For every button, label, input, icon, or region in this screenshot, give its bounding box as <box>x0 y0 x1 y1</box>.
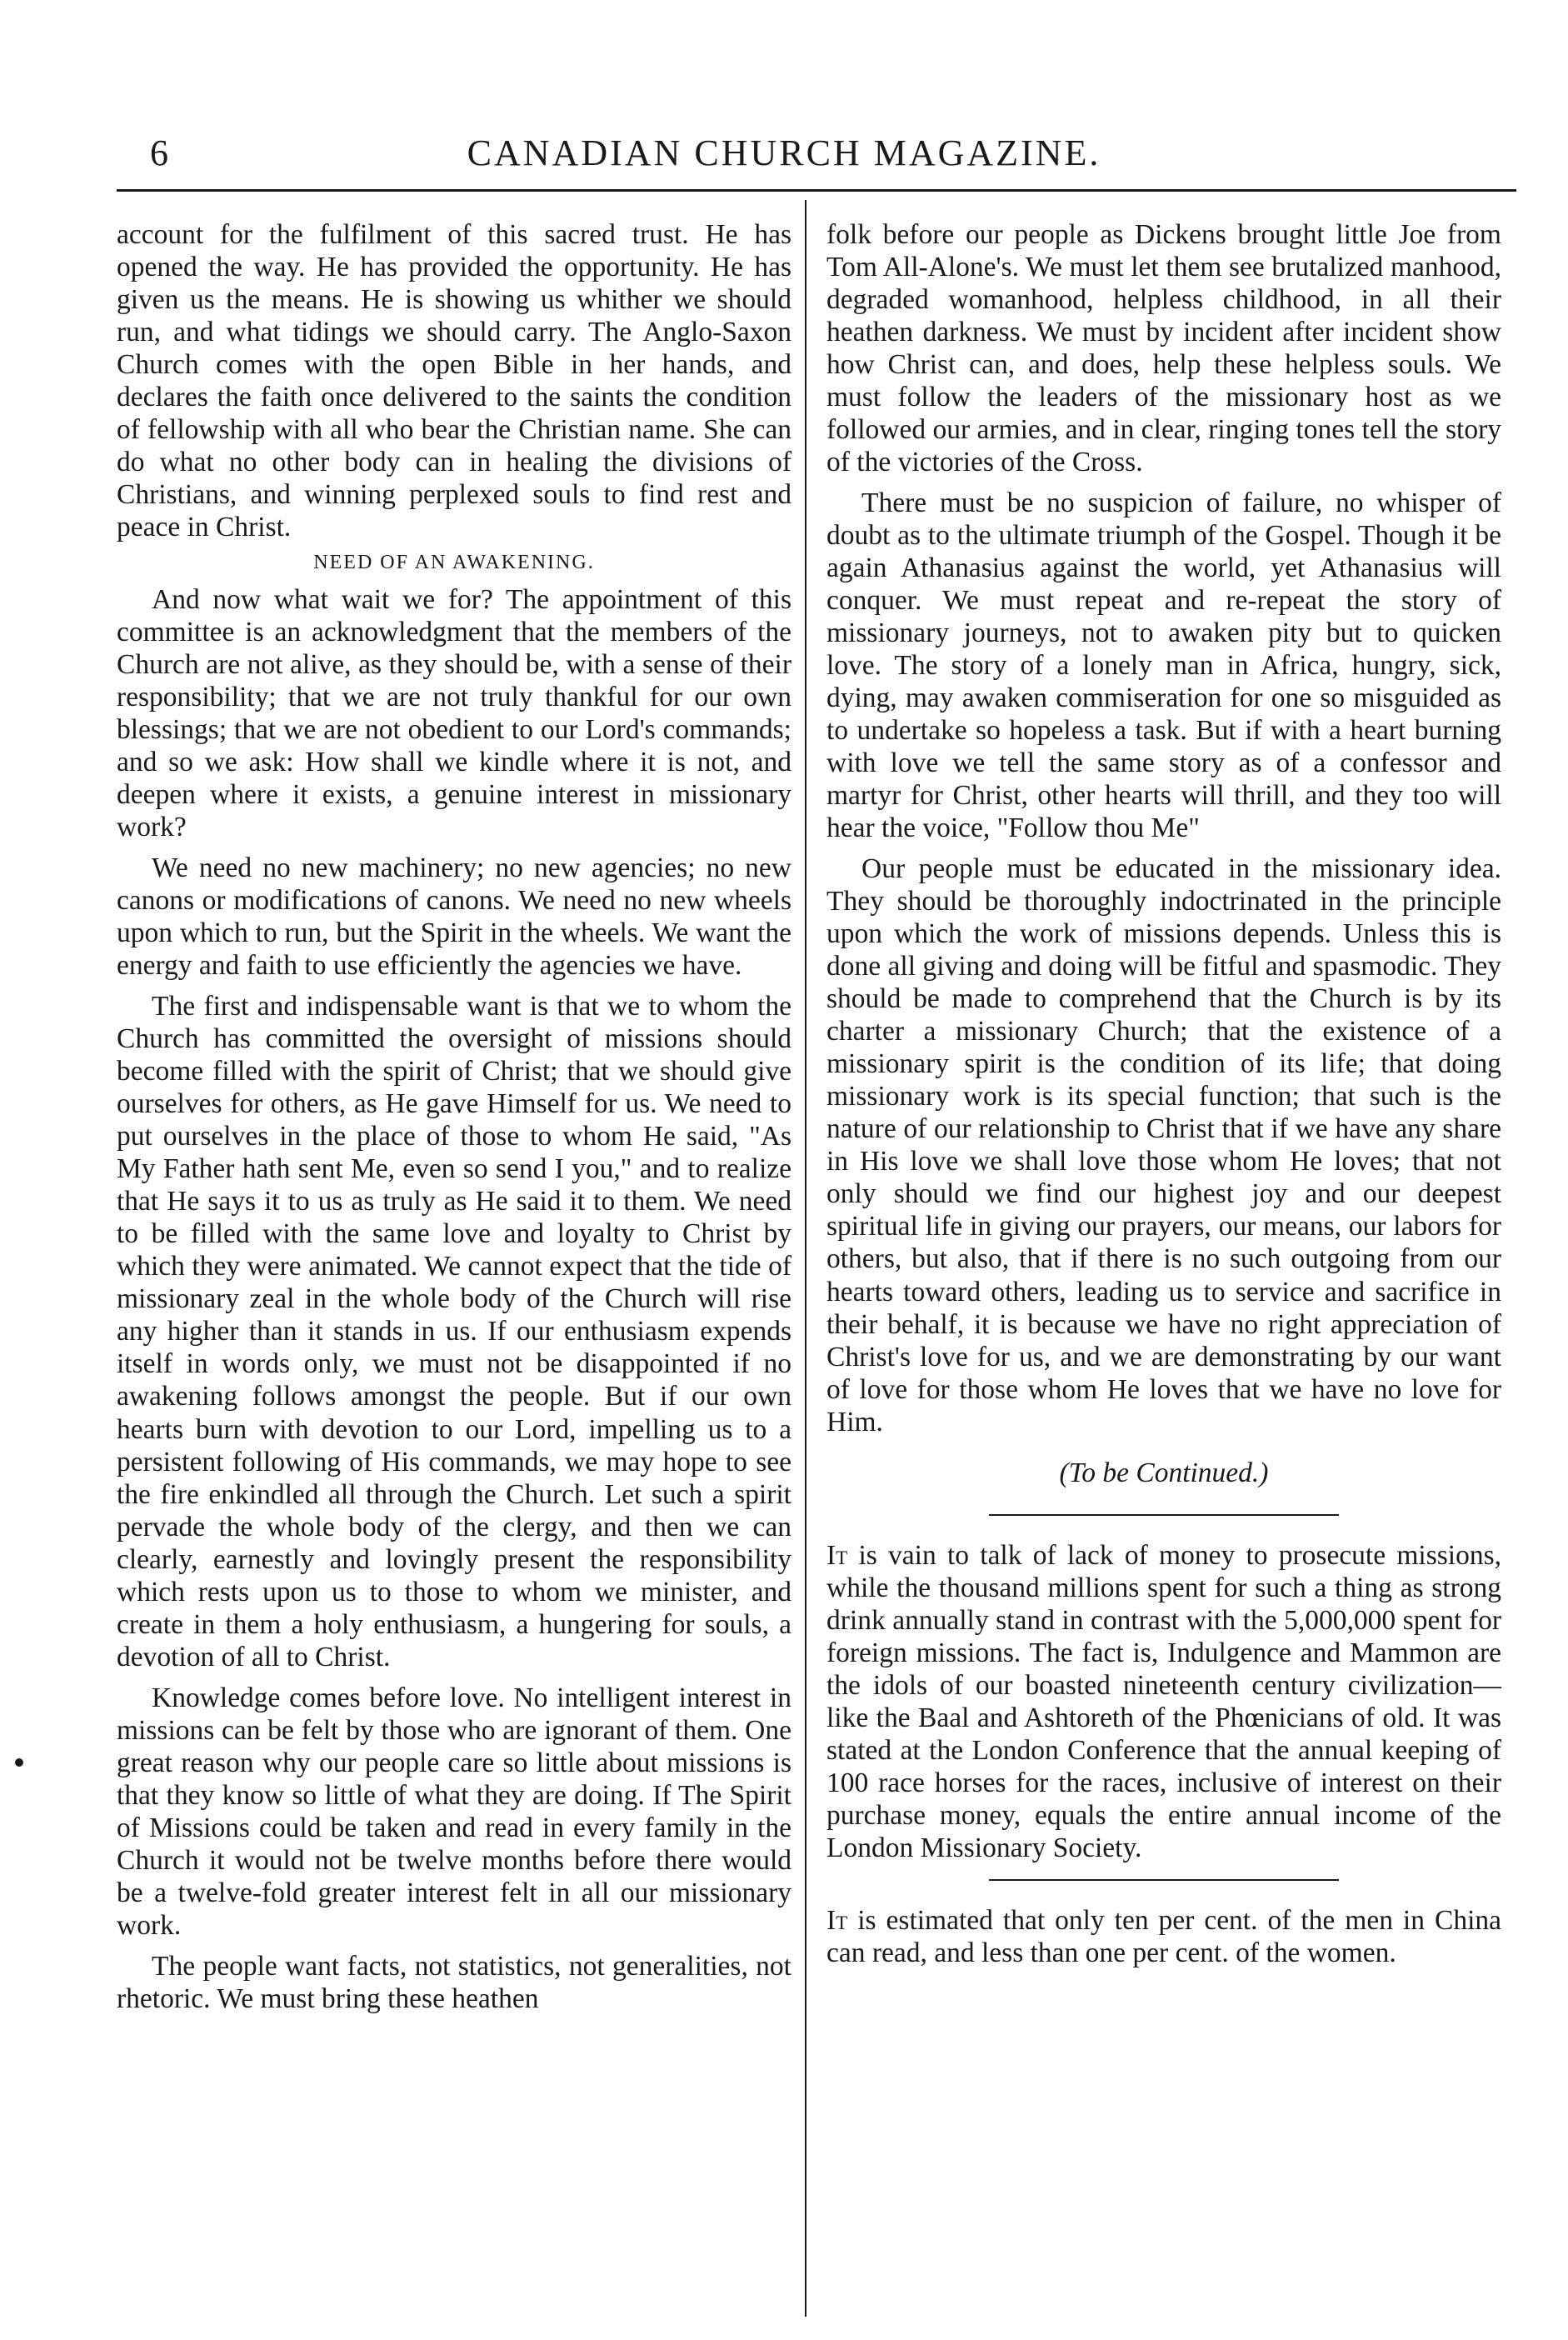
lead-word: It <box>826 1539 848 1571</box>
left-column <box>117 218 791 2023</box>
header-rule <box>117 189 1516 192</box>
news-item-text: is vain to talk of lack of money to prosecute missions, while the thousand millions spent for such a thing as strong drink annually stand in contrast with the 5,000,000 spent for foreign missions. The fact is, Indulgence and Mammon are the idols of our boasted nineteenth century civilization—like the Baal and Ashtoreth of the Phœnicians of old. It was stated at the London Conference that the annual keeping of 100 race horses for the races, inclusive of interest on their purchase money, equals the entire annual income of the London Missionary Society. <box>826 1539 1502 1863</box>
paragraph: The first and indispensable want is that we to whom the Church has committed the oversight of missions should become filled with the spirit of Christ; that we should give ourselves for others, as He gave Himself for us. We need to put ourselves in the place of those to whom He said, "As My Father hath sent Me, even so send I you," and to realize that He says it to us as truly as He said it to them. We need to be filled with the same love and loyalty to Christ by which they were animated. We cannot expect that the tide of missionary zeal in the whole body of the Church will rise any higher than it stands in us. If our enthusiasm expends itself in words only, we must not be disappointed if no awakening follows amongst the people. But if our own hearts burn with devotion to our Lord, impelling us to a persistent following of His commands, we may hope to see the fire enkindled all through the Church. Let such a spirit pervade the whole body of the clergy, and then we can clearly, earnestly and lovingly present the responsibility which rests upon us to those to whom we minister, and create in them a holy enthusiasm, a hungering for souls, a devotion of all to Christ. <box>117 991 791 1672</box>
news-item-text: is estimated that only ten per cent. of the men in China can read, and less than one per cent. of the women. <box>826 1904 1501 1968</box>
paragraph: And now what wait we for? The appointment of this committee is an acknowledgment that the members of the Church are not alive, as they should be, with a sense of their responsibility; that we are not truly thankful for our own blessings; that we are not obedient to our Lord's commands; and so we ask: How shall we kindle where it is not, and deepen where it exists, a genuine interest in missionary work? <box>117 584 791 843</box>
paragraph: We need no new machinery; no new agencies; no new canons or modifications of canons. We need no new wheels upon which to run, but the Spirit in the wheels. We want the energy and faith to use efficiently the agencies we have. <box>117 852 791 982</box>
news-item <box>826 1539 1501 1864</box>
right-column <box>826 218 1501 1978</box>
section-rule <box>989 1514 1339 1516</box>
section-heading: NEED OF AN AWAKENING. <box>313 552 595 574</box>
paragraph: Knowledge comes before love. No intelligent interest in missions can be felt by those who are ignorant of them. One great reason why our people care so little about missions is that they know so little of what they are doing. If The Spirit of Missions could be taken and read in every family in the Church it would not be twelve months before there would be a twelve-fold greater interest felt in all our missionary work. <box>117 1682 791 1941</box>
page-number: 6 <box>150 132 168 173</box>
paragraph: There must be no suspicion of failure, no whisper of doubt as to the ultimate triumph of the Gospel. Though it be again Athanasius against the world, yet Athanasius will conquer. We must repeat and re-repeat the story of missionary journeys, not to awaken pity but to quicken love. The story of a lonely man in Africa, hungry, sick, dying, may awaken commiseration for one so misguided as to undertake so hopeless a task. But if with a heart burning with love we tell the same story as of a confessor and martyr for Christ, other hearts will thrill, and they too will hear the voice, "Follow thou Me" <box>826 488 1501 844</box>
paragraph: The people want facts, not statistics, not generalities, not rhetoric. We must bring these heathen <box>117 1950 791 2014</box>
news-item <box>826 1904 1501 1969</box>
section-rule <box>989 1879 1339 1881</box>
paragraph: Our people must be educated in the missionary idea. They should be thoroughly indoctrinated in the principle upon which the work of missions depends. Unless this is done all giving and doing will be fitful and spasmodic. They should be made to comprehend that the Church is by its charter a missionary Church; that the existence of a missionary spirit is the condition of its life; that doing missionary work is its special function; that such is the nature of our relationship to Christ that if we have any share in His love we shall love those whom He loves; that not only should we find our highest joy and our deepest spiritual life in giving our prayers, our means, our labors for others, but also, that if there is no such outgoing from our hearts toward others, leading us to service and sacrifice in their behalf, it is because we have no right appreciation of Christ's love for us, and we are demonstrating by our want of love for those whom He loves that we have no love for Him. <box>826 853 1501 1438</box>
to-be-continued: (To be Continued.) <box>1059 1457 1269 1488</box>
lead-word: It <box>826 1904 848 1936</box>
paragraph: account for the fulfilment of this sacred trust. He has opened the way. He has provided the opportunity. He has given us the means. He is showing us whither we should run, and what tidings we should carry. The Anglo-Saxon Church comes with the open Bible in her hands, and declares the faith once delivered to the saints the condition of fellowship with all who bear the Christian name. She can do what no other body can in healing the divisions of Christians, and winning perplexed souls to find rest and peace in Christ. <box>117 219 791 543</box>
running-title: CANADIAN CHURCH MAGAZINE. <box>467 132 1101 173</box>
column-divider <box>805 200 806 2317</box>
margin-dot <box>15 1758 23 1767</box>
paragraph: folk before our people as Dickens brought little Joe from Tom All-Alone's. We must let them see brutalized manhood, degraded womanhood, helpless childhood, in all their heathen darkness. We must by incident after incident show how Christ can, and does, help these helpless souls. We must follow the leaders of the missionary host as we followed our armies, and in clear, ringing tones tell the story of the victories of the Cross. <box>826 219 1501 478</box>
page-header <box>0 132 1568 182</box>
